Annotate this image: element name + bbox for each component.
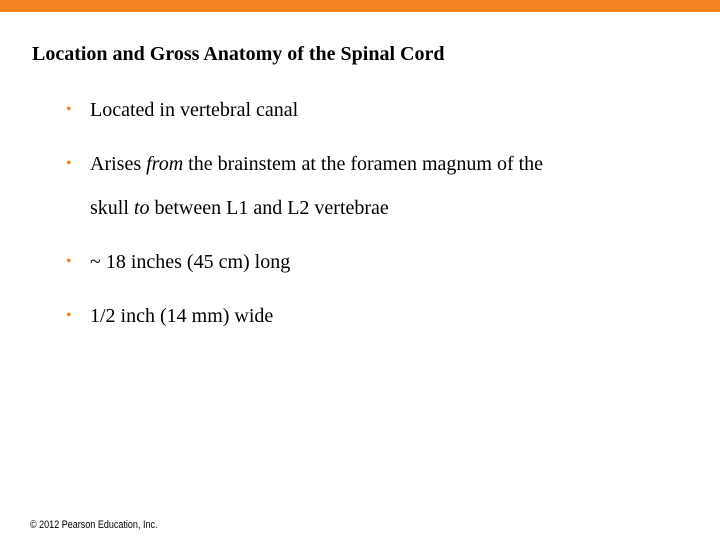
bullet-point-icon: • [66,155,72,172]
bullet-point-icon: • [66,101,72,118]
bullet-text: ~ 18 inches (45 cm) long [90,251,291,273]
slide-title: Location and Gross Anatomy of the Spinal Cord [32,43,445,65]
bullet-text [90,151,543,177]
bullet-item-origin-continuation [90,195,389,221]
bullet-text: 1/2 inch (14 mm) wide [90,305,274,327]
top-accent-bar [0,0,720,12]
bullet-point-icon: • [66,253,72,270]
bullet-text-segment: between L1 and L2 vertebrae [149,197,389,219]
bullet-text-emphasis: from [146,153,184,175]
bullet-text-segment: skull [90,197,134,219]
bullet-point-icon: • [66,307,72,324]
bullet-text-segment: the brainstem at the foramen magnum of the [183,153,544,175]
bullet-text: Located in vertebral canal [90,99,299,121]
bullet-text-segment: Arises [90,153,147,175]
bullet-text-emphasis: to [133,197,150,219]
copyright-footer: © 2012 Pearson Education, Inc. [30,519,158,531]
